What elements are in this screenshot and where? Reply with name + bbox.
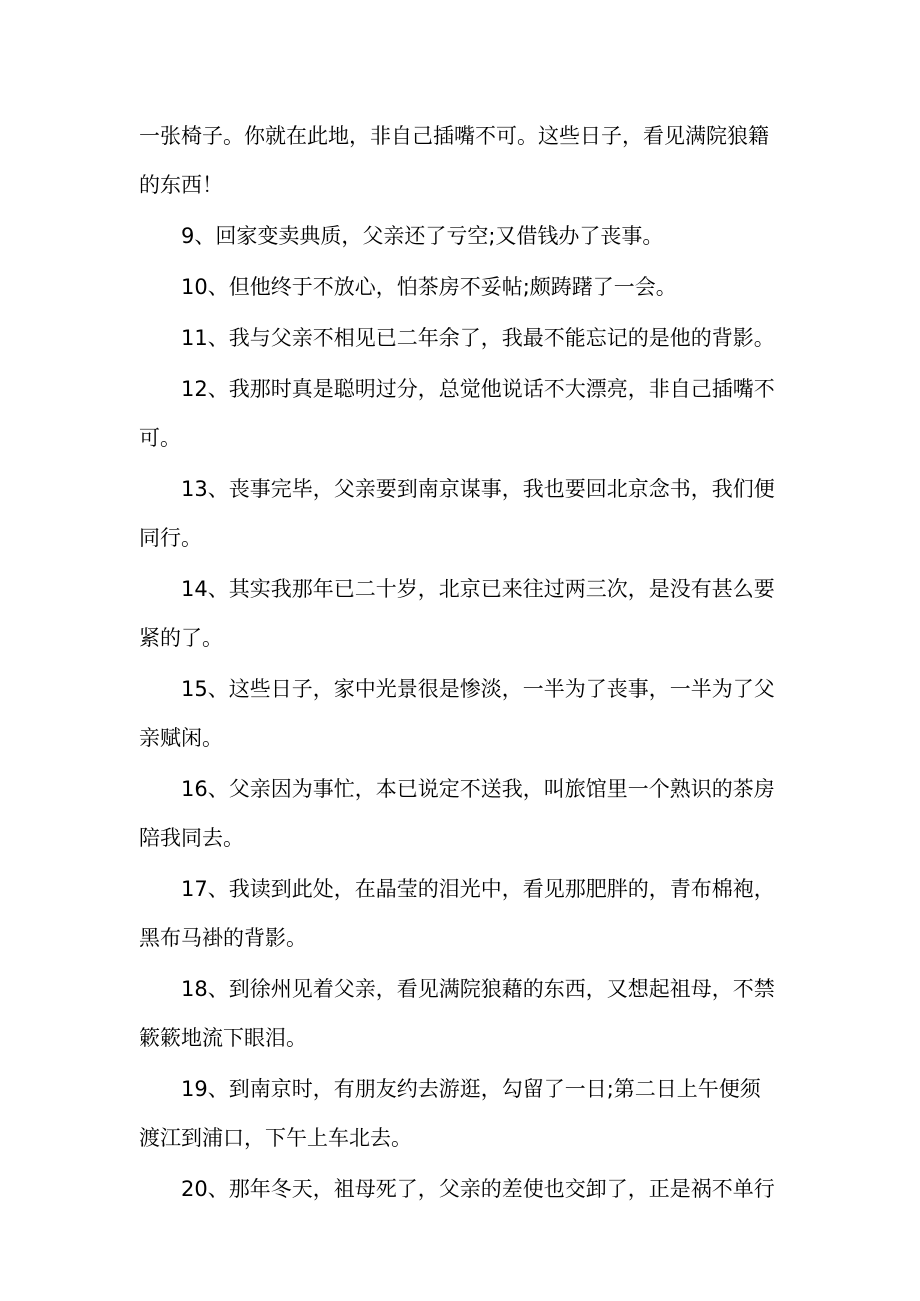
paragraph [139, 465, 789, 563]
paragraph-line: 可。 [139, 426, 181, 450]
paragraph-line: 9、回家变卖典质，父亲还了亏空;又借钱办了丧事。 [181, 224, 664, 248]
paragraph-line: 的东西！ [139, 173, 223, 197]
paragraph [139, 112, 789, 210]
paragraph-line: 19、到南京时，有朋友约去游逛，勾留了一日;第二日上午便须 [181, 1077, 761, 1101]
paragraph-line: 亲赋闲。 [139, 726, 223, 750]
paragraph-line: 20、那年冬天，祖母死了，父亲的差使也交卸了，正是祸不单行 [181, 1177, 775, 1201]
paragraph-line: 13、丧事完毕，父亲要到南京谋事，我也要回北京念书，我们便 [181, 477, 775, 501]
paragraph [139, 1165, 789, 1214]
paragraph-line: 12、我那时真是聪明过分，总觉他说话不大漂亮，非自己插嘴不 [181, 377, 775, 401]
paragraph-line: 15、这些日子，家中光景很是惨淡，一半为了丧事，一半为了父 [181, 677, 775, 701]
paragraph-line: 一张椅子。你就在此地，非自己插嘴不可。这些日子，看见满院狼籍 [139, 124, 769, 148]
paragraph [139, 565, 789, 663]
paragraph-line: 10、但他终于不放心，怕茶房不妥帖;颇踌躇了一会。 [181, 275, 677, 299]
paragraph [139, 212, 789, 261]
paragraph-line: 11、我与父亲不相见已二年余了，我最不能忘记的是他的背影。 [181, 326, 775, 350]
paragraph-line: 陪我同去。 [139, 826, 244, 850]
paragraph [139, 365, 789, 463]
paragraph-line: 紧的了。 [139, 626, 223, 650]
paragraph-line: 14、其实我那年已二十岁，北京已来往过两三次，是没有甚么要 [181, 577, 775, 601]
paragraph-line: 簌簌地流下眼泪。 [139, 1026, 307, 1050]
paragraph-line: 18、到徐州见着父亲，看见满院狼藉的东西，又想起祖母，不禁 [181, 977, 775, 1001]
paragraph-line: 同行。 [139, 526, 202, 550]
paragraph-line: 17、我读到此处，在晶莹的泪光中，看见那肥胖的，青布棉袍， [181, 877, 775, 901]
paragraph-line: 渡江到浦口，下午上车北去。 [139, 1126, 412, 1150]
document-body [139, 112, 789, 1214]
paragraph [139, 314, 789, 363]
paragraph [139, 263, 789, 312]
paragraph [139, 965, 789, 1063]
paragraph [139, 865, 789, 963]
paragraph-line: 黑布马褂的背影。 [139, 926, 307, 950]
paragraph-line: 16、父亲因为事忙，本已说定不送我，叫旅馆里一个熟识的茶房 [181, 777, 775, 801]
paragraph [139, 1065, 789, 1163]
paragraph [139, 665, 789, 763]
paragraph [139, 765, 789, 863]
